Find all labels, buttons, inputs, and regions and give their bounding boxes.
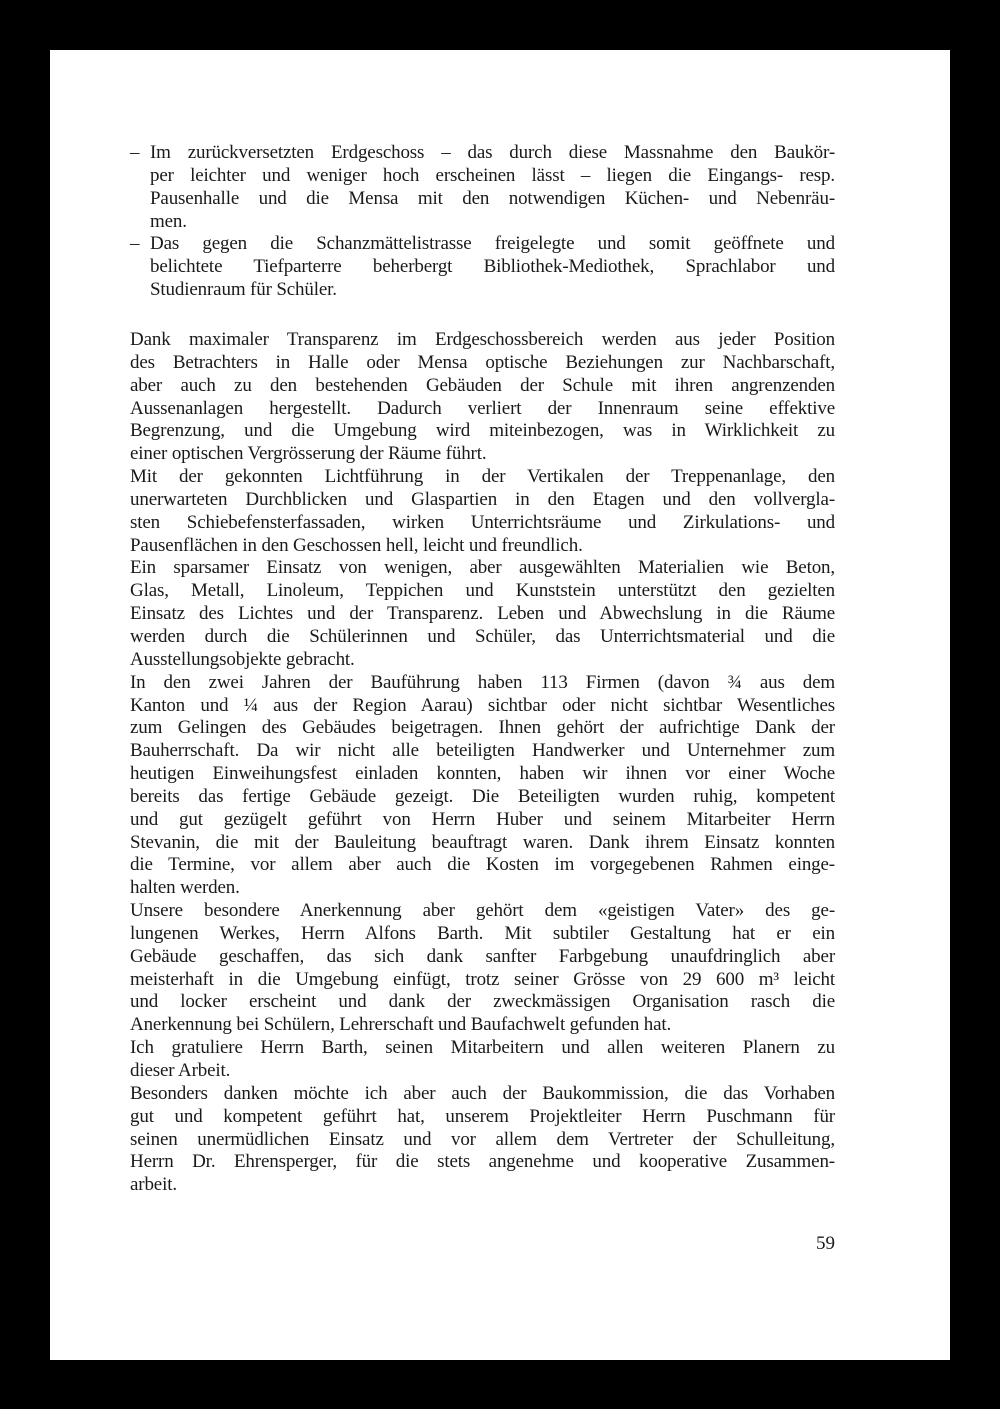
- text-line: Ein sparsamer Einsatz von wenigen, aber ausgewählten Materialien wie Beton,: [130, 557, 835, 579]
- dash-bullet: –: [130, 142, 140, 163]
- paragraph: [130, 1037, 835, 1083]
- text-line: werden durch die Schülerinnen und Schüler, das Unterrichtsmaterial und die: [130, 625, 835, 647]
- text-line: In den zwei Jahren der Bauführung haben 113 Firmen (davon ¾ aus dem: [130, 671, 835, 693]
- text-line: Glas, Metall, Linoleum, Teppichen und Kunststein unterstützt den gezielten: [130, 580, 835, 602]
- text-line: dieser Arbeit.: [130, 1060, 231, 1081]
- paragraph: [130, 672, 835, 900]
- text-line: seinen unermüdlichen Einsatz und vor allem dem Vertreter der Schulleitung,: [130, 1128, 835, 1150]
- bullet-item: [130, 142, 835, 233]
- text-line: Studienraum für Schüler.: [150, 279, 337, 301]
- text-line: Das gegen die Schanzmättelistrasse freigelegte und somit geöffnete und: [150, 233, 835, 255]
- text-line: aber auch zu den bestehenden Gebäuden der Schule mit ihren angrenzenden: [130, 374, 835, 396]
- paragraph: [130, 329, 835, 466]
- page: [50, 50, 950, 1360]
- text-line: Kanton und ¼ aus der Region Aarau) sichtbar oder nicht sichtbar Wesentliches: [130, 694, 835, 716]
- bullet-item: [130, 233, 835, 302]
- text-line: Begrenzung, und die Umgebung wird miteinbezogen, was in Wirklichkeit zu: [130, 420, 835, 442]
- text-line: Pausenhalle und die Mensa mit den notwendigen Küchen- und Nebenräu-: [150, 187, 835, 209]
- text-line: Stevanin, die mit der Bauleitung beauftragt waren. Dank ihrem Einsatz konnten: [130, 831, 835, 853]
- text-line: und gut gezügelt geführt von Herrn Huber und seinem Mitarbeiter Herrn: [130, 808, 835, 830]
- text-line: zum Gelingen des Gebäudes beigetragen. Ihnen gehört der aufrichtige Dank der: [130, 717, 835, 739]
- text-line: sten Schiebefensterfassaden, wirken Unterrichtsräume und Zirkulations- und: [130, 511, 835, 533]
- bullet-list: [130, 142, 835, 302]
- text-line: per leichter und weniger hoch erscheinen lässt – liegen die Eingangs- resp.: [150, 164, 835, 186]
- text-line: unerwarteten Durchblicken und Glaspartien in den Etagen und den vollvergla-: [130, 488, 835, 510]
- text-line: gut und kompetent geführt hat, unserem Projektleiter Herrn Puschmann für: [130, 1105, 835, 1127]
- text-line: Bauherrschaft. Da wir nicht alle beteiligten Handwerker und Unternehmer zum: [130, 740, 835, 762]
- text-line: die Termine, vor allem aber auch die Kosten im vorgegebenen Rahmen einge-: [130, 854, 835, 876]
- text-line: belichtete Tiefparterre beherbergt Bibliothek-Mediothek, Sprachlabor und: [150, 256, 835, 278]
- text-line: und locker erscheint und dank der zweckmässigen Organisation rasch die: [130, 991, 835, 1013]
- paragraph: [130, 1083, 835, 1197]
- text-line: Herrn Dr. Ehrensperger, für die stets angenehme und kooperative Zusammen-: [130, 1151, 835, 1173]
- text-line: Anerkennung bei Schülern, Lehrerschaft und Baufachwelt gefunden hat.: [130, 1014, 672, 1036]
- text-line: Pausenflächen in den Geschossen hell, leicht und freundlich.: [130, 534, 583, 556]
- text-line: lungenen Werkes, Herrn Alfons Barth. Mit subtiler Gestaltung hat er ein: [130, 922, 835, 944]
- text-line: meisterhaft in die Umgebung einfügt, trotz seiner Grösse von 29 600 m³ leicht: [130, 968, 835, 990]
- paragraph: [130, 900, 835, 1037]
- text-line: Ausstellungsobjekte gebracht.: [130, 648, 355, 670]
- text-line: einer optischen Vergrösserung der Räume führt.: [130, 443, 487, 465]
- text-line: Einsatz des Lichtes und der Transparenz. Leben und Abwechslung in die Räume: [130, 603, 835, 625]
- text-line: Ich gratuliere Herrn Barth, seinen Mitarbeitern und allen weiteren Planern zu: [130, 1037, 835, 1059]
- text-line: men.: [150, 210, 187, 232]
- text-line: heutigen Einweihungsfest einladen konnten, haben wir ihnen vor einer Woche: [130, 763, 835, 785]
- paragraphs: [130, 329, 835, 1197]
- paragraph: [130, 466, 835, 557]
- dash-bullet: –: [130, 233, 140, 255]
- text-line: Aussenanlagen hergestellt. Dadurch verliert der Innenraum seine effektive: [130, 397, 835, 419]
- text-line: des Betrachters in Halle oder Mensa optische Beziehungen zur Nachbarschaft,: [130, 351, 835, 373]
- text-line: bereits das fertige Gebäude gezeigt. Die Beteiligten wurden ruhig, kompetent: [130, 785, 835, 807]
- text-line: Mit der gekonnten Lichtführung in der Vertikalen der Treppenanlage, den: [130, 466, 835, 488]
- text-line: arbeit.: [130, 1174, 177, 1196]
- text-line: Unsere besondere Anerkennung aber gehört dem «geistigen Vater» des ge-: [130, 900, 835, 922]
- text-line: Gebäude geschaffen, das sich dank sanfter Farbgebung unaufdringlich aber: [130, 945, 835, 967]
- text-line: Besonders danken möchte ich aber auch der Baukommission, die das Vorhaben: [130, 1082, 835, 1104]
- paragraph: [130, 557, 835, 671]
- text-line: Dank maximaler Transparenz im Erdgeschossbereich werden aus jeder Position: [130, 329, 835, 350]
- text-line: halten werden.: [130, 877, 240, 899]
- page-number: 59: [816, 1233, 835, 1254]
- text-line: Im zurückversetzten Erdgeschoss – das durch diese Massnahme den Baukör-: [150, 142, 835, 163]
